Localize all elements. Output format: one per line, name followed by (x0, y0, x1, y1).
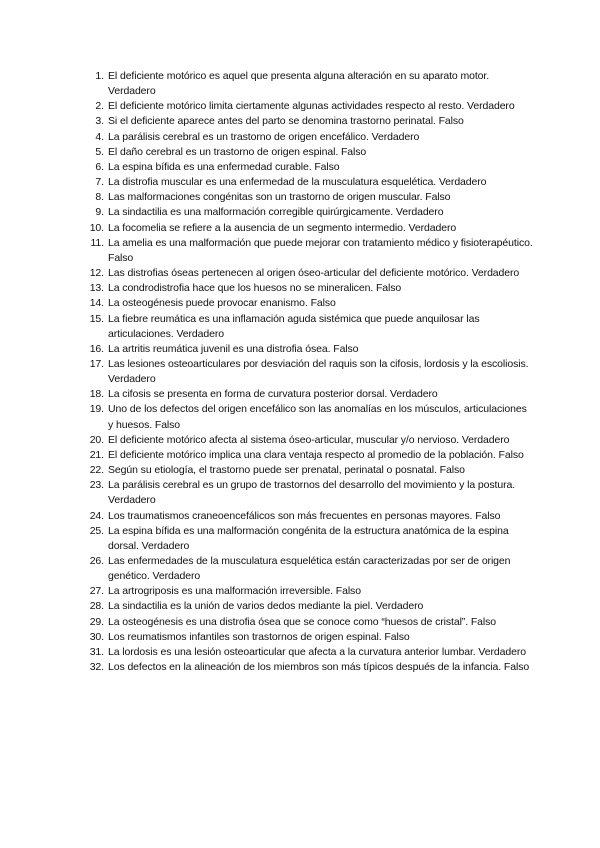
item-answer: Verdadero (438, 176, 487, 189)
item-number: 31 . (79, 645, 104, 660)
item-statement: La sindactilia es una malformación corregible quirúrgicamente. (108, 206, 394, 219)
item-answer: Falso (438, 115, 464, 128)
item-answer: Falso (335, 585, 361, 598)
item-number: 19 . (79, 402, 104, 417)
item-number: 18 . (79, 387, 104, 402)
item-number: 2 . (79, 99, 104, 114)
item-statement: El deficiente motórico afecta al sistema óseo-articular, muscular y/o nervioso. (108, 433, 460, 446)
item-statement: La osteogénesis puede provocar enanismo. (108, 297, 308, 310)
item-answer: Verdadero (471, 267, 520, 280)
list-item (89, 463, 533, 478)
item-number: 24 . (79, 509, 104, 524)
item-number: 1 . (79, 69, 104, 84)
list-item (89, 296, 533, 311)
list-item (89, 660, 533, 675)
item-number: 6 . (79, 160, 104, 175)
item-statement: Las enfermedades de la musculatura esquelética están caracterizadas por ser de origen genético. (108, 555, 511, 583)
item-answer: Falso (475, 509, 501, 522)
item-answer: Verdadero (390, 388, 438, 401)
list-item (95, 190, 533, 205)
item-number: 13 . (79, 281, 104, 296)
list-item (89, 509, 533, 524)
list-item (89, 342, 533, 357)
item-answer: Falso (470, 615, 497, 628)
item-number: 21 . (79, 448, 104, 463)
item-answer: Falso (154, 418, 181, 431)
item-statement: La osteogénesis es una distrofia ósea que se conoce como “huesos de cristal”. (108, 615, 469, 628)
list-item (89, 312, 533, 342)
item-answer: Falso (375, 282, 402, 295)
list-item (89, 630, 533, 645)
item-answer: Verdadero (371, 130, 420, 143)
item-statement: La artritis reumática juvenil es una distrofia ósea. (108, 342, 331, 355)
item-answer: Verdadero (375, 600, 424, 613)
item-number: 4 . (79, 130, 104, 145)
item-answer: Verdadero (152, 570, 201, 583)
item-number: 7 . (79, 175, 104, 190)
item-statement: La sindactilia es la unión de varios dedos mediante la piel. (108, 600, 373, 613)
item-number: 26 . (79, 554, 104, 569)
item-number: 3 . (79, 114, 104, 129)
list-item (95, 145, 533, 160)
list-item (89, 554, 533, 584)
item-statement: El deficiente motórico es aquel que presenta alguna alteración en su aparato motor. (108, 70, 490, 82)
item-answer: Falso (333, 342, 359, 355)
item-number: 5 . (79, 145, 104, 160)
list-item (95, 99, 533, 114)
item-number: 10 . (79, 221, 104, 236)
item-statement: La artrogriposis es una malformación irreversible. (108, 585, 333, 598)
item-answer: Falso (310, 297, 336, 310)
item-statement: Las distrofias óseas pertenecen al origen óseo-articular del deficiente motórico. (108, 267, 469, 280)
item-number: 9 . (79, 205, 104, 220)
item-number: 30 . (79, 630, 104, 645)
item-number: 28 . (79, 599, 104, 614)
item-statement: La fiebre reumática es una inflamación aguda sistémica que puede anquilosar las articulaciones. (108, 312, 480, 340)
item-statement: Las lesiones osteoarticulares por desviación del raquis son la cifosis, lordosis y la escoliosis. (108, 357, 529, 370)
list-item (89, 433, 533, 448)
item-answer: Verdadero (478, 645, 526, 658)
item-statement: El deficiente motórico implica una clara ventaja respecto al promedio de la población. (108, 448, 496, 461)
item-answer: Falso (314, 160, 340, 173)
item-statement: Si el deficiente aparece antes del parto se denomina trastorno perinatal. (108, 115, 436, 128)
item-answer: Verdadero (108, 494, 156, 507)
list-item (90, 236, 533, 266)
item-statement: El deficiente motórico limita ciertamente algunas actividades respecto al resto. (108, 100, 465, 113)
item-number: 27 . (79, 584, 104, 599)
list-item (95, 160, 533, 175)
list-item (89, 387, 533, 402)
list-item (95, 205, 533, 220)
list-item (89, 584, 533, 599)
list-item (89, 645, 533, 660)
item-answer: Falso (439, 464, 465, 477)
item-number: 8 . (79, 190, 104, 205)
item-number: 14 . (79, 296, 104, 311)
item-number: 15 . (79, 312, 104, 327)
item-number: 29 . (79, 615, 104, 630)
true-false-list (89, 69, 533, 675)
item-statement: Uno de los defectos del origen encefálico son las anomalías en los músculos, articulaciones y huesos. (108, 403, 527, 431)
list-item (89, 266, 533, 281)
item-answer: Verdadero (461, 433, 510, 446)
list-item (89, 478, 533, 508)
item-statement: La espina bífida es una enfermedad curable. (108, 160, 312, 173)
item-number: 17 . (79, 357, 104, 372)
item-statement: La parálisis cerebral es un trastorno de origen encefálico. (108, 130, 369, 143)
item-answer: Verdadero (467, 100, 515, 113)
item-answer: Verdadero (408, 221, 457, 234)
list-item (89, 524, 533, 554)
item-number: 25 . (79, 524, 104, 539)
list-item (89, 599, 533, 614)
item-number: 23 . (79, 478, 104, 493)
item-statement: El daño cerebral es un trastorno de origen espinal. (108, 145, 339, 158)
item-statement: La lordosis es una lesión osteoarticular que afecta a la curvatura anterior lumbar. (108, 645, 476, 658)
item-statement: Los traumatismos craneoencefálicos son más frecuentes en personas mayores. (108, 509, 473, 522)
list-item (89, 615, 533, 630)
item-statement: La parálisis cerebral es un grupo de trastornos del desarrollo del movimiento y la postura. (108, 479, 516, 492)
item-answer: Verdadero (108, 373, 156, 386)
list-item (95, 114, 533, 129)
list-item (89, 402, 533, 432)
item-number: 22 . (79, 463, 104, 478)
item-statement: La espina bífida es una malformación congénita de la estructura anatómica de la espina dorsal. (108, 524, 509, 552)
item-number: 11 . (79, 236, 104, 251)
item-statement: La condrodistrofia hace que los huesos no se mineralicen. (108, 282, 374, 295)
item-statement: Los reumatismos infantiles son trastornos de origen espinal. (108, 630, 382, 643)
item-answer: Verdadero (176, 327, 225, 340)
item-answer: Verdadero (108, 85, 156, 98)
item-number: 20 . (79, 433, 104, 448)
item-answer: Falso (425, 191, 451, 204)
item-answer: Falso (503, 661, 530, 674)
list-item (95, 130, 533, 145)
item-answer: Falso (340, 145, 367, 158)
list-item (89, 357, 533, 387)
list-item (95, 175, 533, 190)
item-statement: La focomelia se refiere a la ausencia de un segmento intermedio. (108, 221, 406, 234)
item-answer: Falso (498, 448, 524, 461)
list-item (89, 281, 533, 296)
item-statement: Las malformaciones congénitas son un trastorno de origen muscular. (108, 191, 423, 204)
item-number: 32 . (79, 660, 104, 675)
item-answer: Falso (384, 630, 410, 643)
item-number: 16 . (79, 342, 104, 357)
item-statement: La distrofia muscular es una enfermedad de la musculatura esquelética. (108, 176, 437, 189)
item-answer: Verdadero (395, 206, 444, 219)
list-item (89, 221, 533, 236)
list-item (89, 448, 533, 463)
item-statement: La amelia es una malformación que puede mejorar con tratamiento médico y fisioterapéutico. (108, 236, 533, 249)
item-statement: La cifosis se presenta en forma de curvatura posterior dorsal. (108, 388, 388, 401)
item-number: 12 . (79, 266, 104, 281)
item-statement: Según su etiología, el trastorno puede ser prenatal, perinatal o posnatal. (108, 464, 437, 477)
item-answer: Verdadero (141, 539, 190, 552)
list-item (95, 69, 533, 99)
item-statement: Los defectos en la alineación de los miembros son más típicos después de la infancia. (108, 661, 502, 674)
item-answer: Falso (108, 251, 134, 264)
